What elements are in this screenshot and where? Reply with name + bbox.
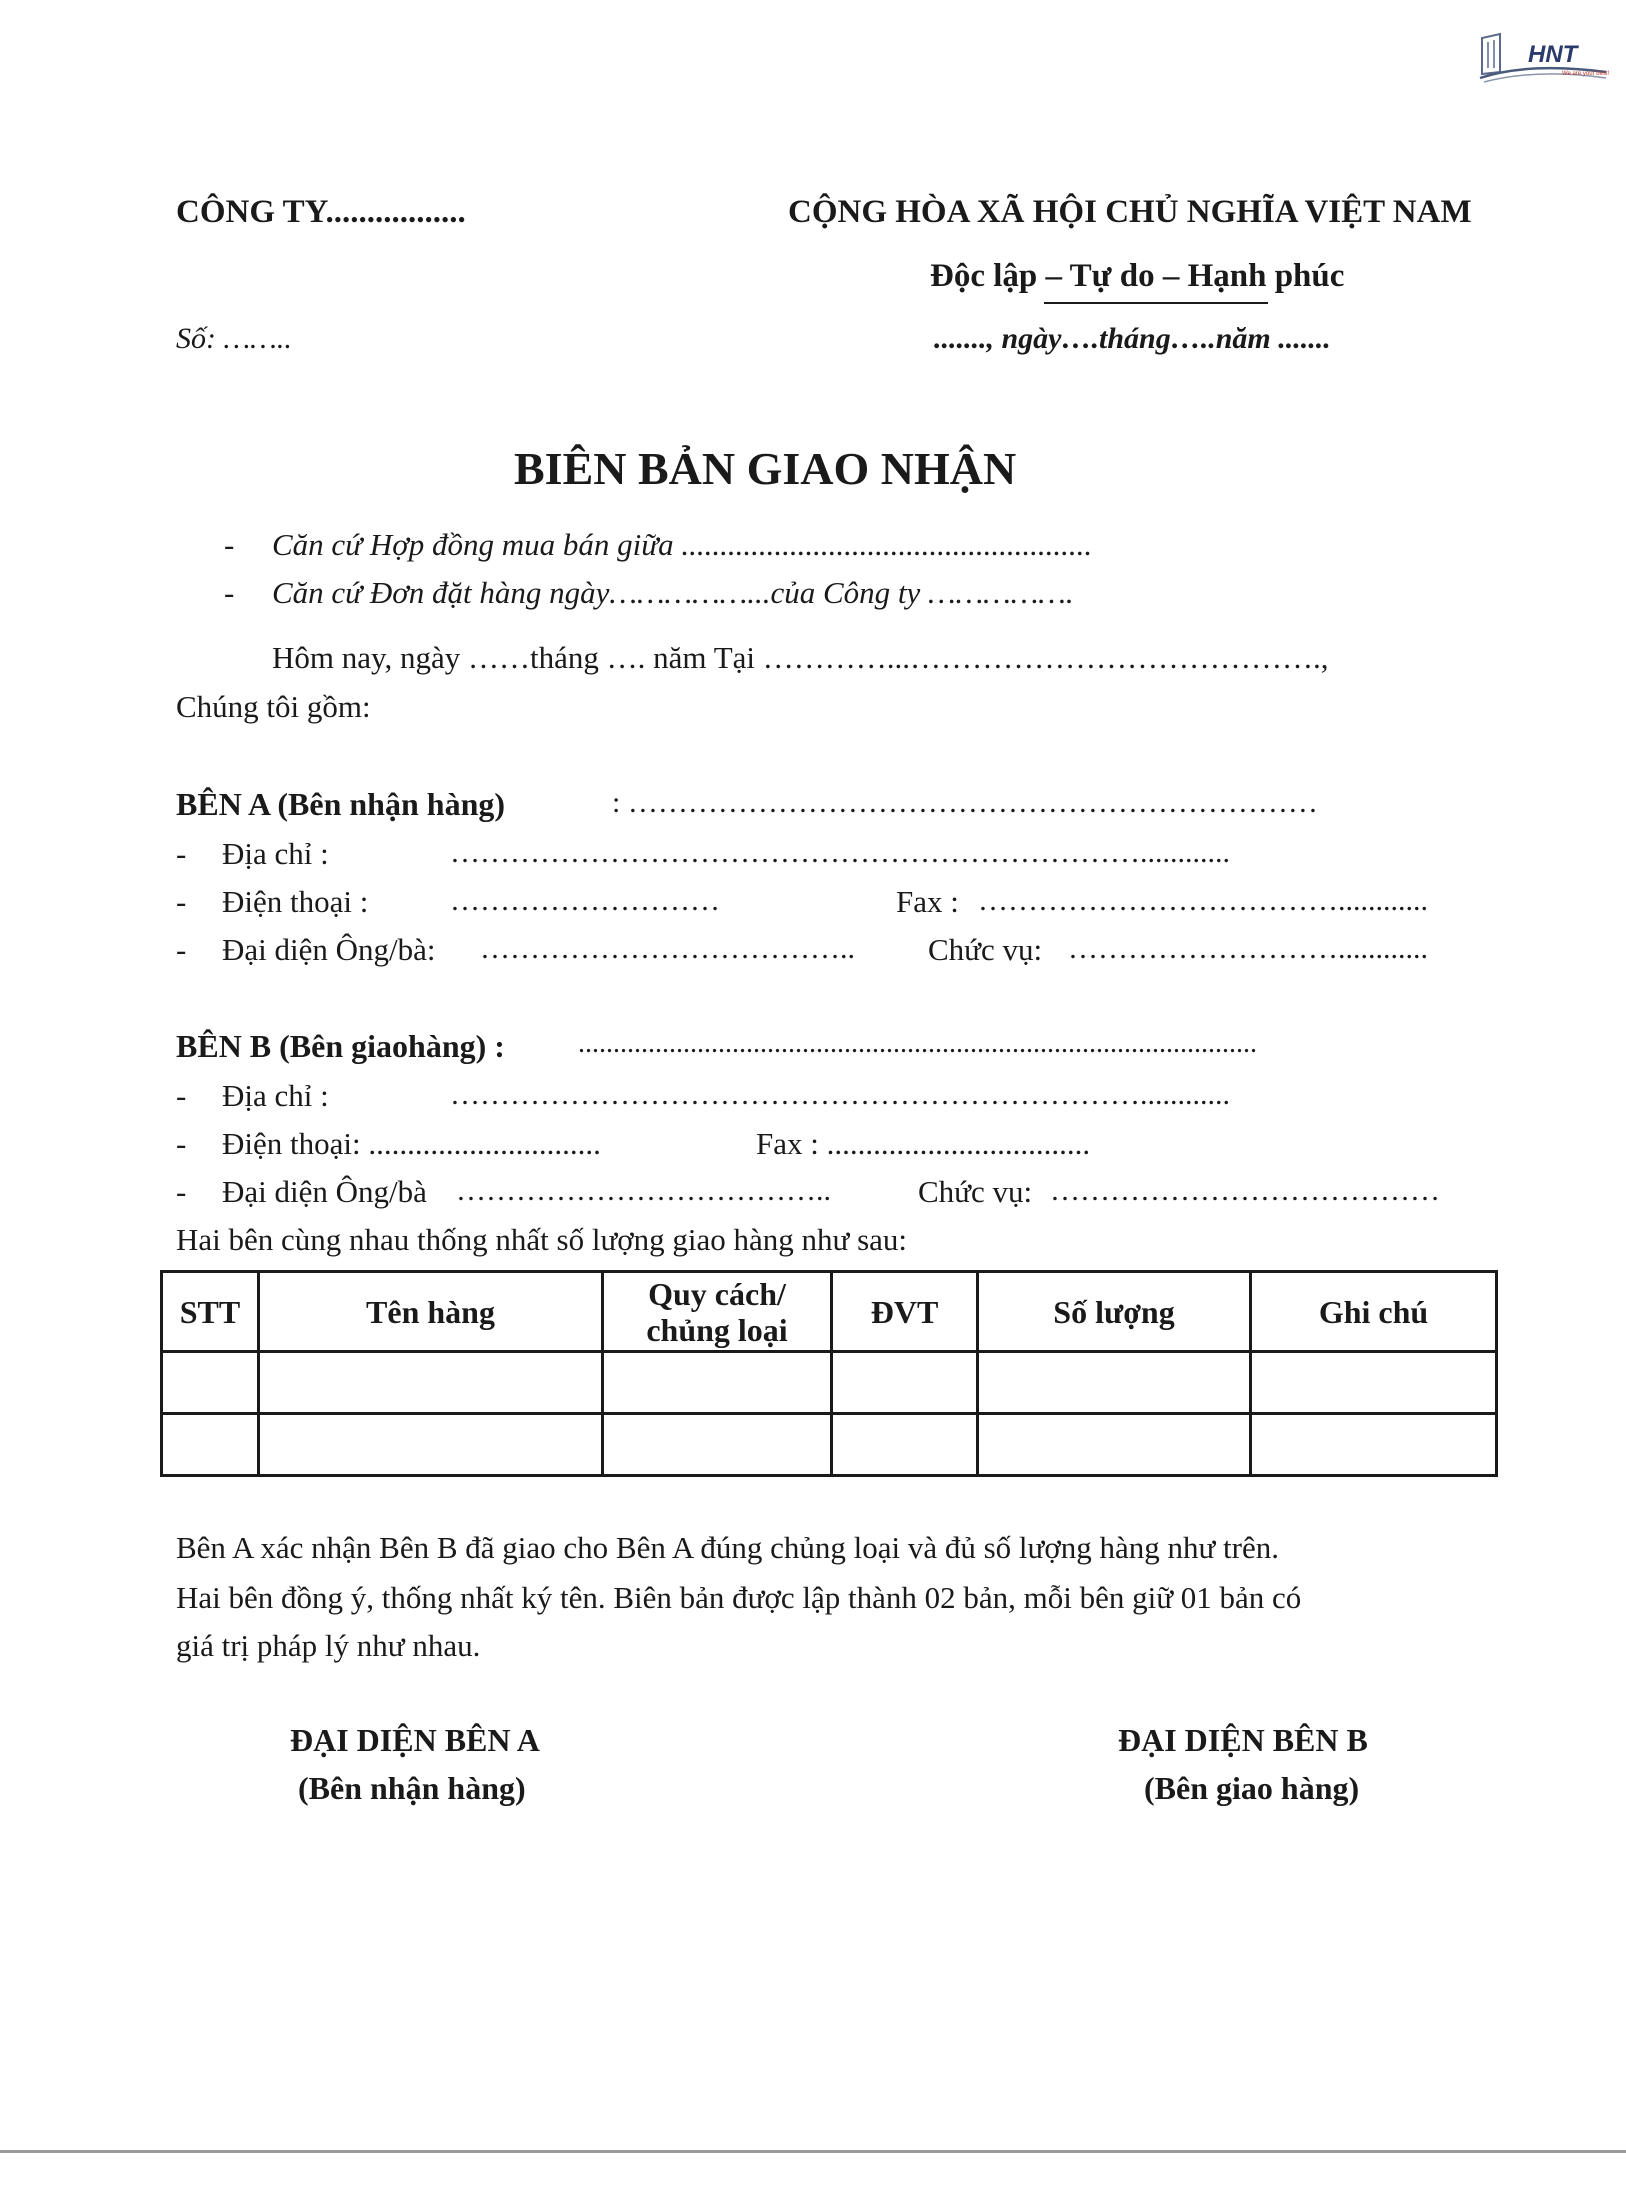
basis-contract: Căn cứ Hợp đồng mua bán giữa ..................................................... — [272, 527, 1093, 562]
party-a-label: BÊN A (Bên nhận hàng) — [176, 786, 506, 822]
col-note: Ghi chú — [1251, 1272, 1497, 1352]
hnt-logo-icon — [1478, 28, 1610, 86]
party-a-position-label: Chức vụ: — [928, 932, 1043, 967]
goods-table — [160, 1270, 1498, 1477]
party-a-position-fill: ………………………............ — [1068, 932, 1428, 965]
table-cell[interactable] — [832, 1352, 978, 1414]
party-b-label: BÊN B (Bên giaohàng) : — [176, 1028, 505, 1064]
signature-a-title: ĐẠI DIỆN BÊN A — [290, 1722, 540, 1758]
basis-dash: - — [224, 527, 235, 562]
party-b-address-fill: ……………………………………………………………............ — [450, 1078, 1230, 1111]
logo-text: HNT — [1528, 41, 1578, 68]
today-line: Hôm nay, ngày ……tháng …. năm Tại …………...…………………………………., — [272, 640, 1329, 675]
confirmation-line-1: Bên A xác nhận Bên B đã giao cho Bên A đúng chủng loại và đủ số lượng hàng như trên. — [176, 1530, 1279, 1565]
company-name: CÔNG TY................. — [176, 194, 466, 230]
table-cell[interactable] — [259, 1414, 603, 1476]
party-b-name-fill: ................................................................................................. — [578, 1028, 1257, 1059]
table-row — [162, 1414, 1497, 1476]
party-b-address-label: Địa chỉ : — [222, 1078, 329, 1113]
table-cell[interactable] — [162, 1414, 259, 1476]
col-product-name: Tên hàng — [259, 1272, 603, 1352]
table-cell[interactable] — [832, 1414, 978, 1476]
table-row — [162, 1352, 1497, 1414]
table-cell[interactable] — [162, 1352, 259, 1414]
col-specification-line1: Quy cách/ — [648, 1275, 786, 1312]
party-a-fax-fill: ………………………………............ — [978, 884, 1428, 917]
table-cell[interactable] — [603, 1414, 832, 1476]
table-cell[interactable] — [1251, 1352, 1497, 1414]
basis-dash: - — [224, 575, 235, 610]
company-logo — [1478, 28, 1610, 86]
party-a-phone-fill: ……………………… — [450, 884, 720, 917]
col-quantity: Số lượng — [978, 1272, 1251, 1352]
signature-b-subtitle: (Bên giao hàng) — [1144, 1770, 1360, 1806]
page-bottom-divider — [0, 2150, 1626, 2153]
document-number: Số: …….. — [176, 322, 292, 355]
party-b-fax-label: Fax : .................................. — [756, 1126, 1091, 1161]
confirmation-line-2: Hai bên đồng ý, thống nhất ký tên. Biên bản được lập thành 02 bản, mỗi bên giữ 01 bản có — [176, 1580, 1302, 1615]
date-place: ......., ngày….tháng…..năm ....... — [934, 322, 1331, 355]
party-a-name-fill: : …………………………………………………………… — [612, 786, 1318, 819]
party-a-rep-label: Đại diện Ông/bà: — [222, 932, 436, 967]
national-motto: Độc lập – Tự do – Hạnh phúc — [930, 258, 1345, 294]
logo-tagline: We are your best! — [1562, 71, 1610, 77]
table-cell[interactable] — [1251, 1414, 1497, 1476]
document-title: BIÊN BẢN GIAO NHẬN — [514, 443, 1017, 494]
party-b-phone-label: Điện thoại: .............................. — [222, 1126, 601, 1161]
party-b-position-label: Chức vụ: — [918, 1174, 1033, 1209]
party-a-fax-label: Fax : — [896, 884, 959, 919]
party-a-address-fill: ……………………………………………………………............ — [450, 836, 1230, 869]
col-specification-line2: chủng loại — [646, 1311, 788, 1348]
national-title: CỘNG HÒA XÃ HỘI CHỦ NGHĨA VIỆT NAM — [788, 194, 1472, 230]
col-stt: STT — [162, 1272, 259, 1352]
table-cell[interactable] — [978, 1414, 1251, 1476]
col-unit: ĐVT — [832, 1272, 978, 1352]
signature-b-title: ĐẠI DIỆN BÊN B — [1118, 1722, 1368, 1758]
motto-underline — [1044, 302, 1268, 304]
agreement-intro: Hai bên cùng nhau thống nhất số lượng giao hàng như sau: — [176, 1222, 908, 1257]
we-are-line: Chúng tôi gồm: — [176, 689, 371, 724]
party-a-phone-label: Điện thoại : — [222, 884, 369, 919]
confirmation-line-3: giá trị pháp lý như nhau. — [176, 1628, 481, 1663]
party-a-rep-fill: ……………………………….. — [480, 932, 855, 965]
party-b-rep-fill: ……………………………….. — [456, 1174, 831, 1207]
col-specification — [603, 1272, 832, 1352]
signature-a-subtitle: (Bên nhận hàng) — [298, 1770, 526, 1806]
table-header-row — [162, 1272, 1497, 1352]
basis-order: Căn cứ Đơn đặt hàng ngày……………...của Công ty ……………. — [272, 575, 1074, 610]
party-b-rep-label: Đại diện Ông/bà — [222, 1174, 427, 1209]
party-a-address-label: Địa chỉ : — [222, 836, 329, 871]
table-cell[interactable] — [259, 1352, 603, 1414]
table-cell[interactable] — [603, 1352, 832, 1414]
party-b-position-fill: ………………………………… — [1050, 1174, 1440, 1207]
table-cell[interactable] — [978, 1352, 1251, 1414]
